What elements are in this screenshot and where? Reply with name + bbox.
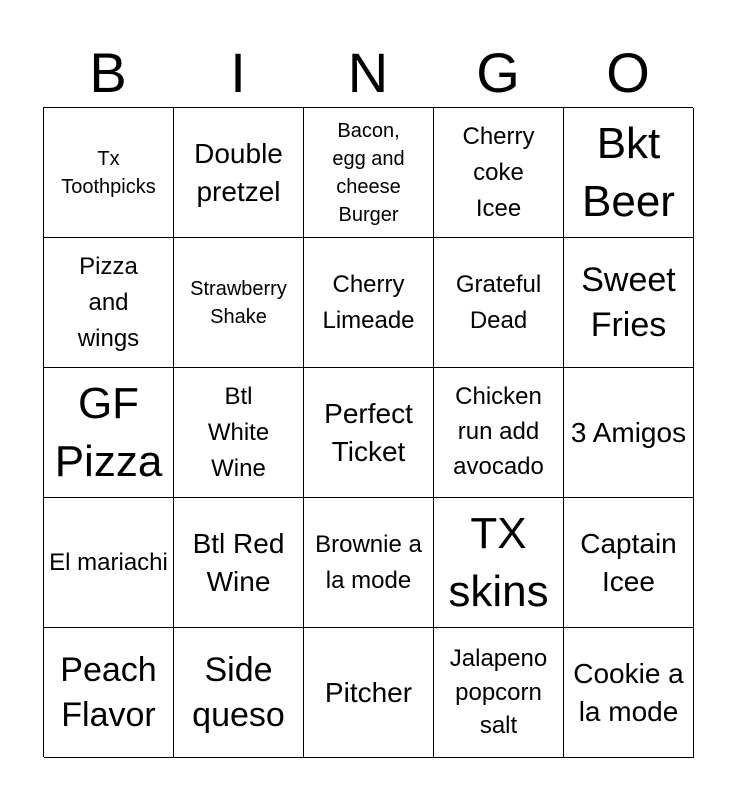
bingo-board (43, 107, 693, 757)
bingo-cell[interactable] (564, 108, 694, 238)
bingo-cell-label: Captain Icee (580, 527, 677, 597)
bingo-cell-label: Jalapeno popcorn salt (449, 645, 548, 740)
bingo-cell-label: El mariachi (49, 548, 168, 576)
bingo-cell-label: GF Pizza (54, 379, 163, 486)
bingo-cell-label: Pizza and wings (77, 252, 140, 352)
header-letter-b: B (89, 41, 127, 104)
bingo-cell[interactable] (174, 238, 304, 368)
header-letter-g: G (476, 41, 520, 104)
bingo-cell-label: Perfect Ticket (324, 397, 413, 467)
bingo-cell[interactable] (564, 238, 694, 368)
bingo-cell[interactable] (304, 628, 434, 758)
bingo-cell[interactable] (434, 628, 564, 758)
bingo-cell-label: Bacon, egg and cheese Burger (332, 119, 405, 226)
bingo-cell-label: Strawberry Shake (190, 277, 287, 328)
bingo-cell[interactable] (44, 368, 174, 498)
bingo-cell[interactable] (44, 628, 174, 758)
bingo-cell-label: Bkt Beer (582, 119, 675, 226)
bingo-cell[interactable] (564, 498, 694, 628)
bingo-cell[interactable] (44, 238, 174, 368)
bingo-cell-label: Grateful Dead (455, 270, 542, 334)
bingo-cell[interactable] (304, 498, 434, 628)
bingo-cell-label: Btl Red Wine (192, 527, 285, 597)
bingo-cell-label: Double pretzel (194, 137, 283, 207)
bingo-cell[interactable] (174, 498, 304, 628)
bingo-cell-label: Cherry coke Icee (462, 122, 535, 222)
bingo-cell[interactable] (564, 628, 694, 758)
bingo-cell[interactable] (434, 498, 564, 628)
bingo-cell[interactable] (434, 238, 564, 368)
bingo-cell-label: Cookie a la mode (573, 657, 684, 727)
header-letter-i: I (230, 41, 246, 104)
bingo-cell-label: Btl White Wine (207, 382, 270, 482)
bingo-cell-label: Side queso (192, 651, 285, 734)
bingo-cell-label: Sweet Fries (581, 261, 676, 344)
bingo-cell[interactable] (44, 108, 174, 238)
bingo-cell[interactable] (44, 498, 174, 628)
bingo-cell-label: TX skins (448, 509, 549, 616)
bingo-cell-label: 3 Amigos (570, 416, 687, 448)
bingo-cell-label: Peach Flavor (60, 651, 157, 734)
bingo-cell[interactable] (304, 238, 434, 368)
bingo-cell-label: Cherry Limeade (322, 270, 415, 334)
bingo-header (43, 38, 693, 108)
bingo-cell[interactable] (174, 108, 304, 238)
bingo-cell-label: Chicken run add avocado (453, 383, 544, 480)
bingo-cell[interactable] (434, 368, 564, 498)
header-letter-o: O (606, 41, 650, 104)
bingo-cell[interactable] (304, 368, 434, 498)
bingo-cell-label: Brownie a la mode (315, 530, 422, 594)
bingo-cell[interactable] (434, 108, 564, 238)
bingo-cell[interactable] (564, 368, 694, 498)
bingo-cell-label: Pitcher (324, 676, 413, 708)
bingo-cell[interactable] (304, 108, 434, 238)
bingo-cell[interactable] (174, 368, 304, 498)
bingo-cell-label: Tx Toothpicks (61, 147, 156, 198)
bingo-cell[interactable] (174, 628, 304, 758)
header-letter-n: N (347, 41, 389, 104)
